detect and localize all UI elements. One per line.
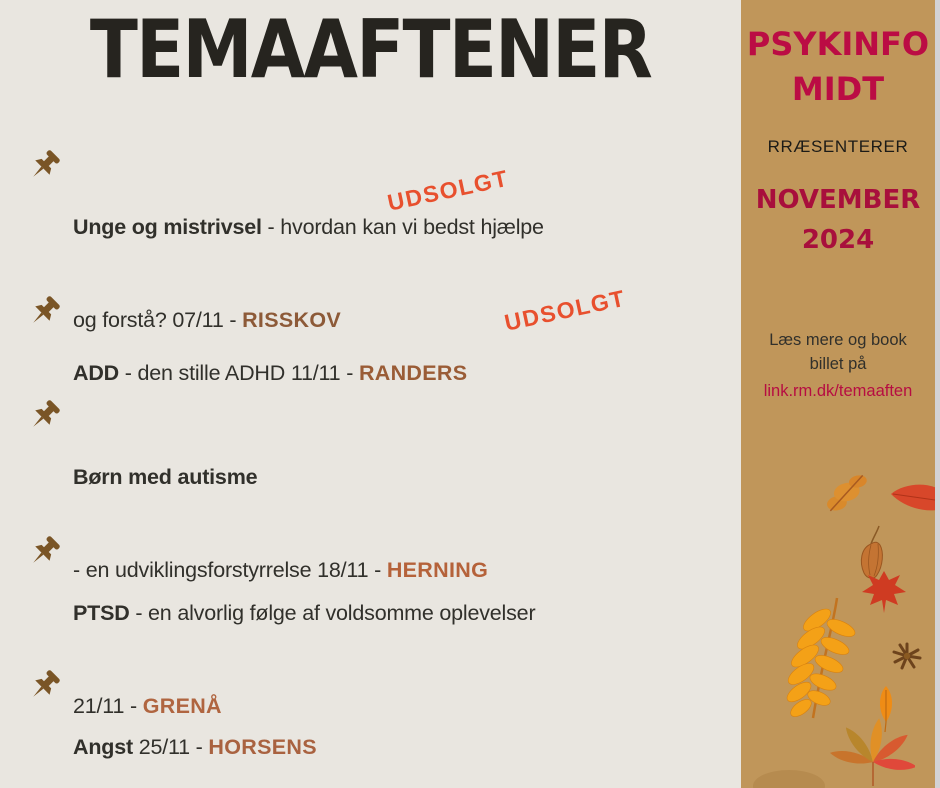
pushpin-icon xyxy=(26,294,62,330)
event-line-1 xyxy=(73,358,706,389)
sidebar xyxy=(741,0,935,788)
pushpin-icon xyxy=(26,148,62,184)
event-name: Angst xyxy=(73,735,133,759)
event-date: 21/11 - xyxy=(73,694,143,718)
poster-title: TEMAAFTENER xyxy=(89,3,652,96)
event-line-1 xyxy=(73,598,706,629)
pushpin-icon xyxy=(26,398,62,434)
star-anise-icon xyxy=(891,641,923,671)
event-name: Børn med autisme xyxy=(73,465,258,489)
event-line-1 xyxy=(73,212,706,243)
event-location: RANDERS xyxy=(358,361,468,385)
red-leaf-icon xyxy=(891,482,935,514)
event-text xyxy=(73,670,706,788)
event-description: - en udviklingsforstyrrelse 18/11 - xyxy=(73,558,387,582)
pushpin-icon xyxy=(26,534,62,570)
booking-link: link.rm.dk/temaaften xyxy=(763,382,913,400)
event-name: ADD xyxy=(73,361,119,385)
event-date: og forstå? 07/11 - xyxy=(73,308,243,332)
event-location: HORSENS xyxy=(208,735,317,759)
cta-line-1: Læs mere og book xyxy=(769,331,907,349)
leaf-shadow xyxy=(753,770,825,788)
event-item-angst xyxy=(26,670,706,788)
pushpin-icon xyxy=(26,668,62,704)
oak-leaf-icon xyxy=(823,471,871,515)
month-line-2: 2024 xyxy=(801,225,875,255)
event-description: - hvordan kan vi bedst hjælpe xyxy=(261,215,544,239)
autumn-leaves-decoration xyxy=(741,0,935,788)
brand-line-1: PSYKINFO xyxy=(746,25,930,63)
event-description: - en alvorlig følge af voldsomme oplevelser xyxy=(129,601,536,625)
event-location: HERNING xyxy=(386,558,489,582)
event-location: RISSKOV xyxy=(242,308,341,332)
maple-leaf-icon xyxy=(860,571,908,613)
sold-out-badge: UDSOLGT xyxy=(502,284,628,336)
event-name: PTSD xyxy=(73,601,130,625)
event-line-1 xyxy=(73,732,706,763)
right-edge-strip xyxy=(935,0,940,788)
presents-label: RRÆSENTERER xyxy=(767,137,909,156)
cta-line-2: billet på xyxy=(809,355,867,373)
sold-out-badge: UDSOLGT xyxy=(385,164,511,216)
event-line-1 xyxy=(73,462,706,493)
creeper-leaf-icon xyxy=(829,716,915,788)
event-name: Unge og mistrivsel xyxy=(73,215,262,239)
event-description: - den stille ADHD 11/11 - xyxy=(118,361,359,385)
event-location: GRENÅ xyxy=(142,694,222,718)
rowan-leaf-icon xyxy=(775,596,859,726)
brand-line-2: MIDT xyxy=(791,70,885,108)
month-line-1: NOVEMBER xyxy=(755,185,921,215)
event-date: 25/11 - xyxy=(132,735,209,759)
